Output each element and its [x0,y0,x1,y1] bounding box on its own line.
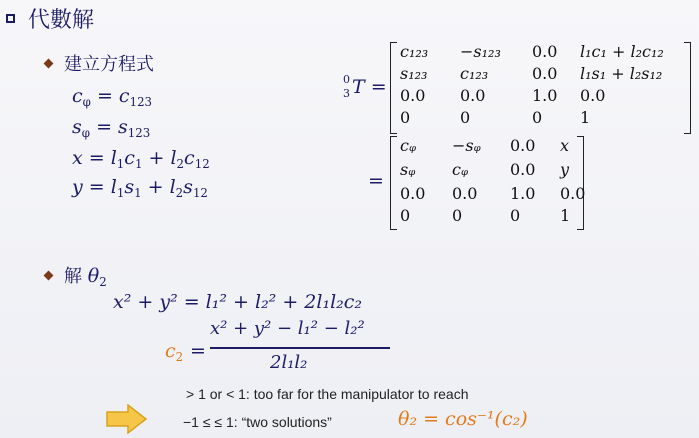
arrow-right-icon [106,404,148,434]
matrix2-cell: 0.0 [560,184,586,203]
matrix2-cell: sᵩ [400,160,416,179]
c2-denominator: 2l₁l₂ [270,352,308,373]
matrix1-cell: 1.0 [532,86,558,105]
matrix1-cell: 0 [460,108,471,127]
subsection-bullet-icon [44,59,54,69]
matrix1-cell: s₁₂₃ [400,64,428,83]
matrix2-cell: cᵩ [452,160,469,179]
matrix2-cell: 0.0 [510,136,536,155]
theta2-result: θ₂ = cos⁻¹(c₂) [398,408,528,430]
matrix1-cell: 0.0 [580,86,606,105]
subsection-label-solve: 解 $\theta_2$ [64,265,107,290]
matrix1-cell: c₁₂₃ [460,64,489,83]
matrix2-left-bracket [390,136,397,230]
equation-c-phi: $c_\varphi = c_{123}$ [72,85,153,110]
equation-s-phi: $s_\varphi = s_{123}$ [72,116,151,141]
matrix1-cell: 0.0 [532,64,558,83]
matrix1-cell: c₁₂₃ [400,42,429,61]
matrix2-cell: 1.0 [510,184,536,203]
note-two-solutions: −1 ≤ ≤ 1: “two solutions” [183,414,332,430]
matrix1-cell: −s₁₂₃ [460,42,501,61]
section-title: 代數解 [28,8,95,33]
matrix1-cell: 0.0 [532,42,558,61]
matrix1-cell: 0.0 [460,86,486,105]
equation-distance: x² + y² = l₁² + l₂² + 2l₁l₂c₂ [113,291,363,313]
equals-sign: = [368,170,384,192]
matrix1-cell: l₁s₁ + l₂s₁₂ [580,64,663,83]
matrix1-cell: 0 [532,108,543,127]
matrix2-cell: 1 [560,206,571,225]
equation-y: $y = l_1s_1 + l_2s_{12}$ [72,176,208,201]
matrix2-cell: cᵩ [400,136,417,155]
matrix2-cell: 0.0 [510,160,536,179]
matrix1-left-bracket [390,42,397,134]
c2-equals: = [190,340,206,362]
note-out-of-reach: > 1 or < 1: too far for the manipulator to reach [186,386,469,402]
matrix2-cell: 0 [400,206,411,225]
matrix2-cell: 0.0 [452,184,478,203]
matrix1-cell: 0 [400,108,411,127]
equation-x: $x = l_1c_1 + l_2c_{12}$ [72,147,210,172]
matrix2-cell: 0 [452,206,463,225]
matrix1-cell: 1 [580,108,591,127]
matrix1-right-bracket [684,42,691,134]
c2-lhs: $c_2$ [165,340,184,365]
matrix2-right-bracket [577,136,584,230]
c2-fraction-line [210,347,390,349]
c2-numerator: x² + y² − l₁² − l₂² [210,318,365,339]
matrix2-cell: x [560,136,570,155]
matrix2-cell: y [560,160,570,179]
subsection-label-equations: 建立方程式 [64,54,154,75]
matrix2-cell: 0.0 [400,184,426,203]
section-bullet-icon [6,14,15,23]
subsection-bullet-icon [44,271,54,281]
matrix2-cell: 0 [510,206,521,225]
matrix2-cell: −sᵩ [452,136,481,155]
matrix1-cell: 0.0 [400,86,426,105]
matrix1-cell: l₁c₁ + l₂c₁₂ [580,42,664,61]
transform-lhs: 0 3 T = [343,73,387,100]
